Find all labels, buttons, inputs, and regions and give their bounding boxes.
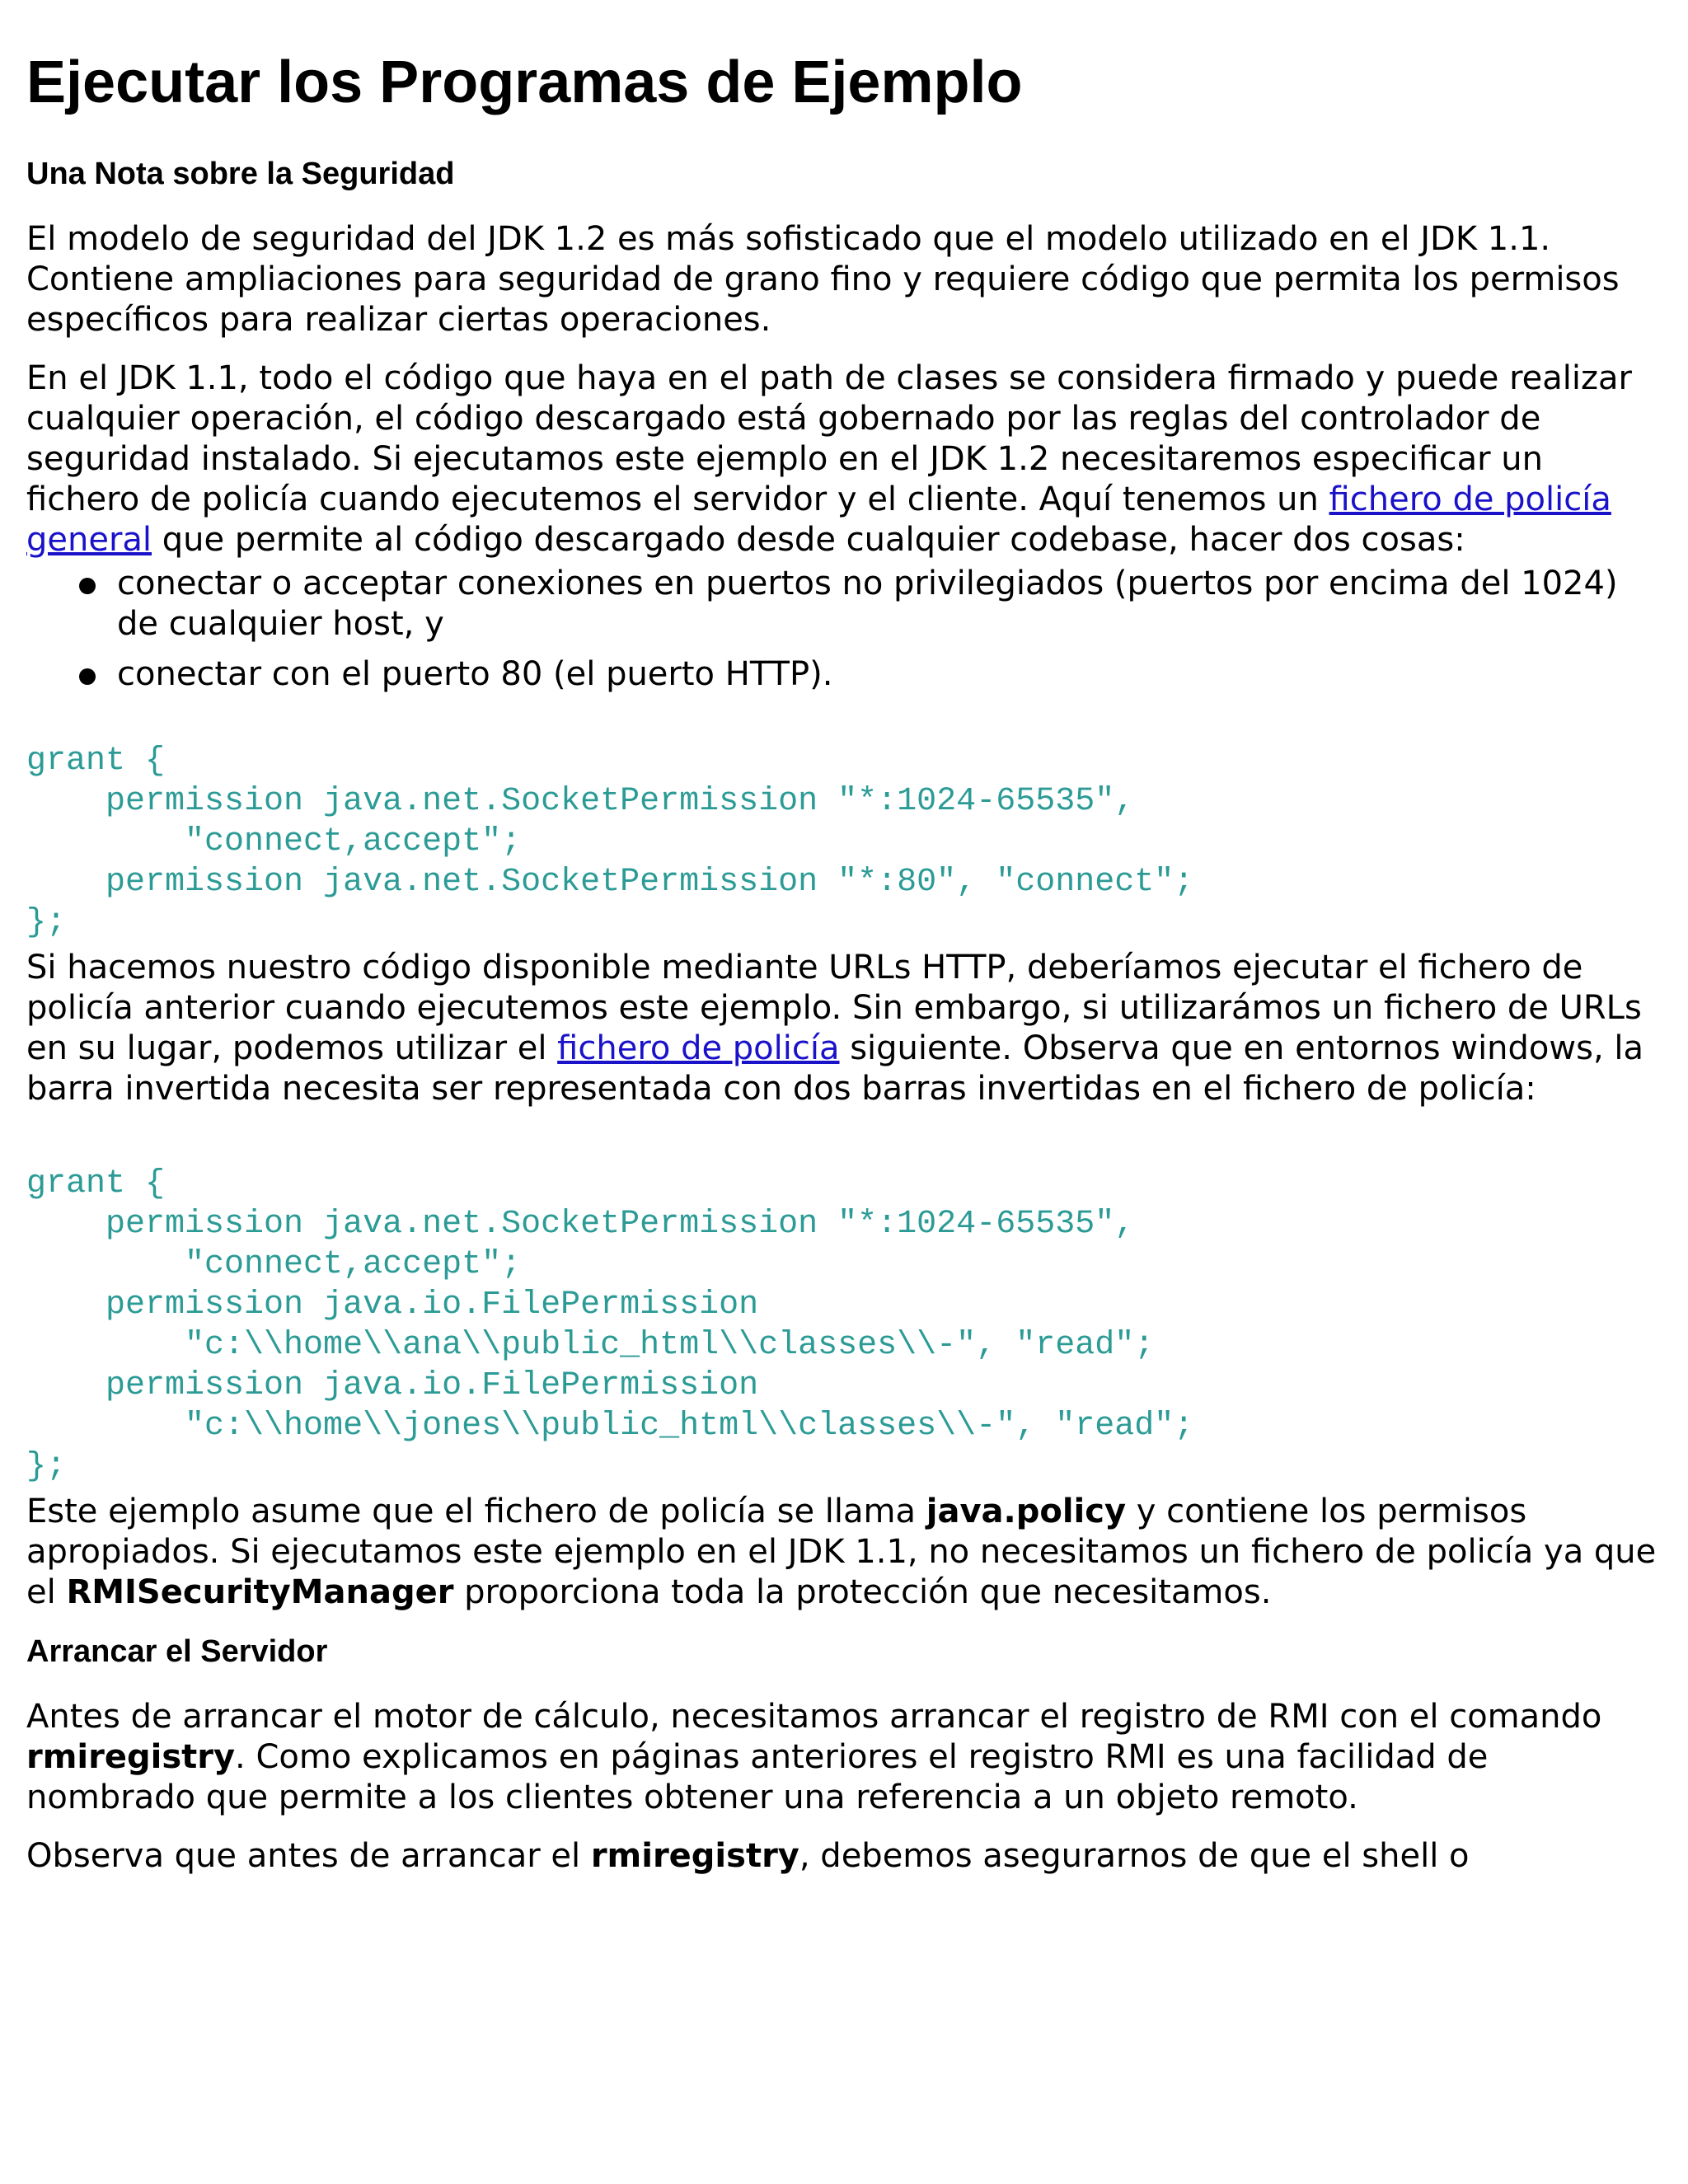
paragraph-security-model: El modelo de seguridad del JDK 1.2 es más sofisticado que el modelo utilizado en el JDK 1.1. Contiene ampliaciones para seguridad de grano fino y requiere código que permita los permisos específicos para realizar ciertas operaciones. [26,220,1620,339]
policy-file-link[interactable]: fichero de policía [557,1029,840,1067]
paragraph-text: Antes de arrancar el motor de cálculo, necesitamos arrancar el registro de RMI con el comando [26,1698,1602,1736]
paragraph-text: Si hacemos nuestro código disponible mediante URLs HTTP, deberíamos ejecutar el fichero de policía anterior cuando ejecutemos este ejemplo. Sin embargo, si utilizarámos un fichero de URLs en su lugar, podemos utilizar el [26,949,1642,1067]
section-heading-seguridad: Una Nota sobre la Seguridad [26,157,455,191]
section-heading-servidor: Arrancar el Servidor [26,1634,328,1669]
paragraph-rmiregistry-note [26,1836,1662,1877]
paragraph-rmiregistry [26,1697,1662,1818]
paragraph-text: Observa que antes de arrancar el [26,1837,591,1875]
paragraph-http-urls [26,948,1662,1109]
code-block-general-policy: grant { permission java.net.SocketPermission "*:1024-65535", "connect,accept"; permission java.net.SocketPermission "*:80", "connect"; }; [26,743,1194,941]
paragraph-text: En el JDK 1.1, todo el código que haya en el path de clases se considera firmado y puede realizar cualquier operación, el código descargado está gobernado por las reglas del controlador de seguridad instalado. Si ejecutamos este ejemplo en el JDK 1.2 necesitaremos especificar un fichero de policía cuando ejecutemos el servidor y el cliente. Aquí tenemos un [26,359,1632,518]
bold-term-rmisecuritymanager: RMISecurityManager [66,1573,454,1611]
bullet-icon [79,578,96,594]
paragraph-text: , debemos asegurarnos de que el shell o [799,1837,1470,1875]
general-policy-file-link[interactable]: fichero de policía general [26,480,1611,559]
bold-term-rmiregistry: rmiregistry [26,1738,236,1776]
code-block-file-policy: grant { permission java.net.SocketPermission "*:1024-65535", "connect,accept"; permission java.io.FilePermission "c:\\home\\ana\\public_html\\classes\\-", "read"; permission java.io.FilePermission "c:\\home\\jones\\public_html\\classes\\-", "read"; }; [26,1165,1194,1485]
paragraph-text: . Como explicamos en páginas anteriores el registro RMI es una facilidad de nombrado que permite a los clientes obtener una referencia a un objeto remoto. [26,1738,1489,1816]
list-item [117,654,1662,695]
list-item-text: conectar con el puerto 80 (el puerto HTTP). [117,655,833,693]
paragraph-text: proporciona toda la protección que necesitamos. [453,1573,1272,1611]
page-title: Ejecutar los Programas de Ejemplo [26,49,1023,115]
list-item [117,564,1662,644]
bullet-icon [79,668,96,685]
permissions-list [26,564,1662,695]
paragraph-text: Este ejemplo asume que el fichero de policía se llama [26,1493,926,1530]
list-item-text: conectar o acceptar conexiones en puertos no privilegiados (puertos por encima del 1024) de cualquier host, y [117,565,1618,643]
paragraph-jdk11 [26,359,1662,560]
spacer [26,1127,1662,1164]
paragraph-text: y contiene los permisos apropiados. Si ejecutamos este ejemplo en el JDK 1.1, no necesitamos un fichero de policía ya que el [26,1493,1657,1611]
paragraph-text: que permite al código descargado desde cualquier codebase, hacer dos cosas: [152,521,1465,559]
paragraph-text: siguiente. Observa que en entornos windows, la barra invertida necesita ser representada con dos barras invertidas en el fichero de policía: [26,1029,1644,1108]
bold-term-java-policy: java.policy [926,1493,1127,1530]
paragraph-java-policy [26,1492,1662,1613]
bold-term-rmiregistry: rmiregistry [590,1837,799,1875]
